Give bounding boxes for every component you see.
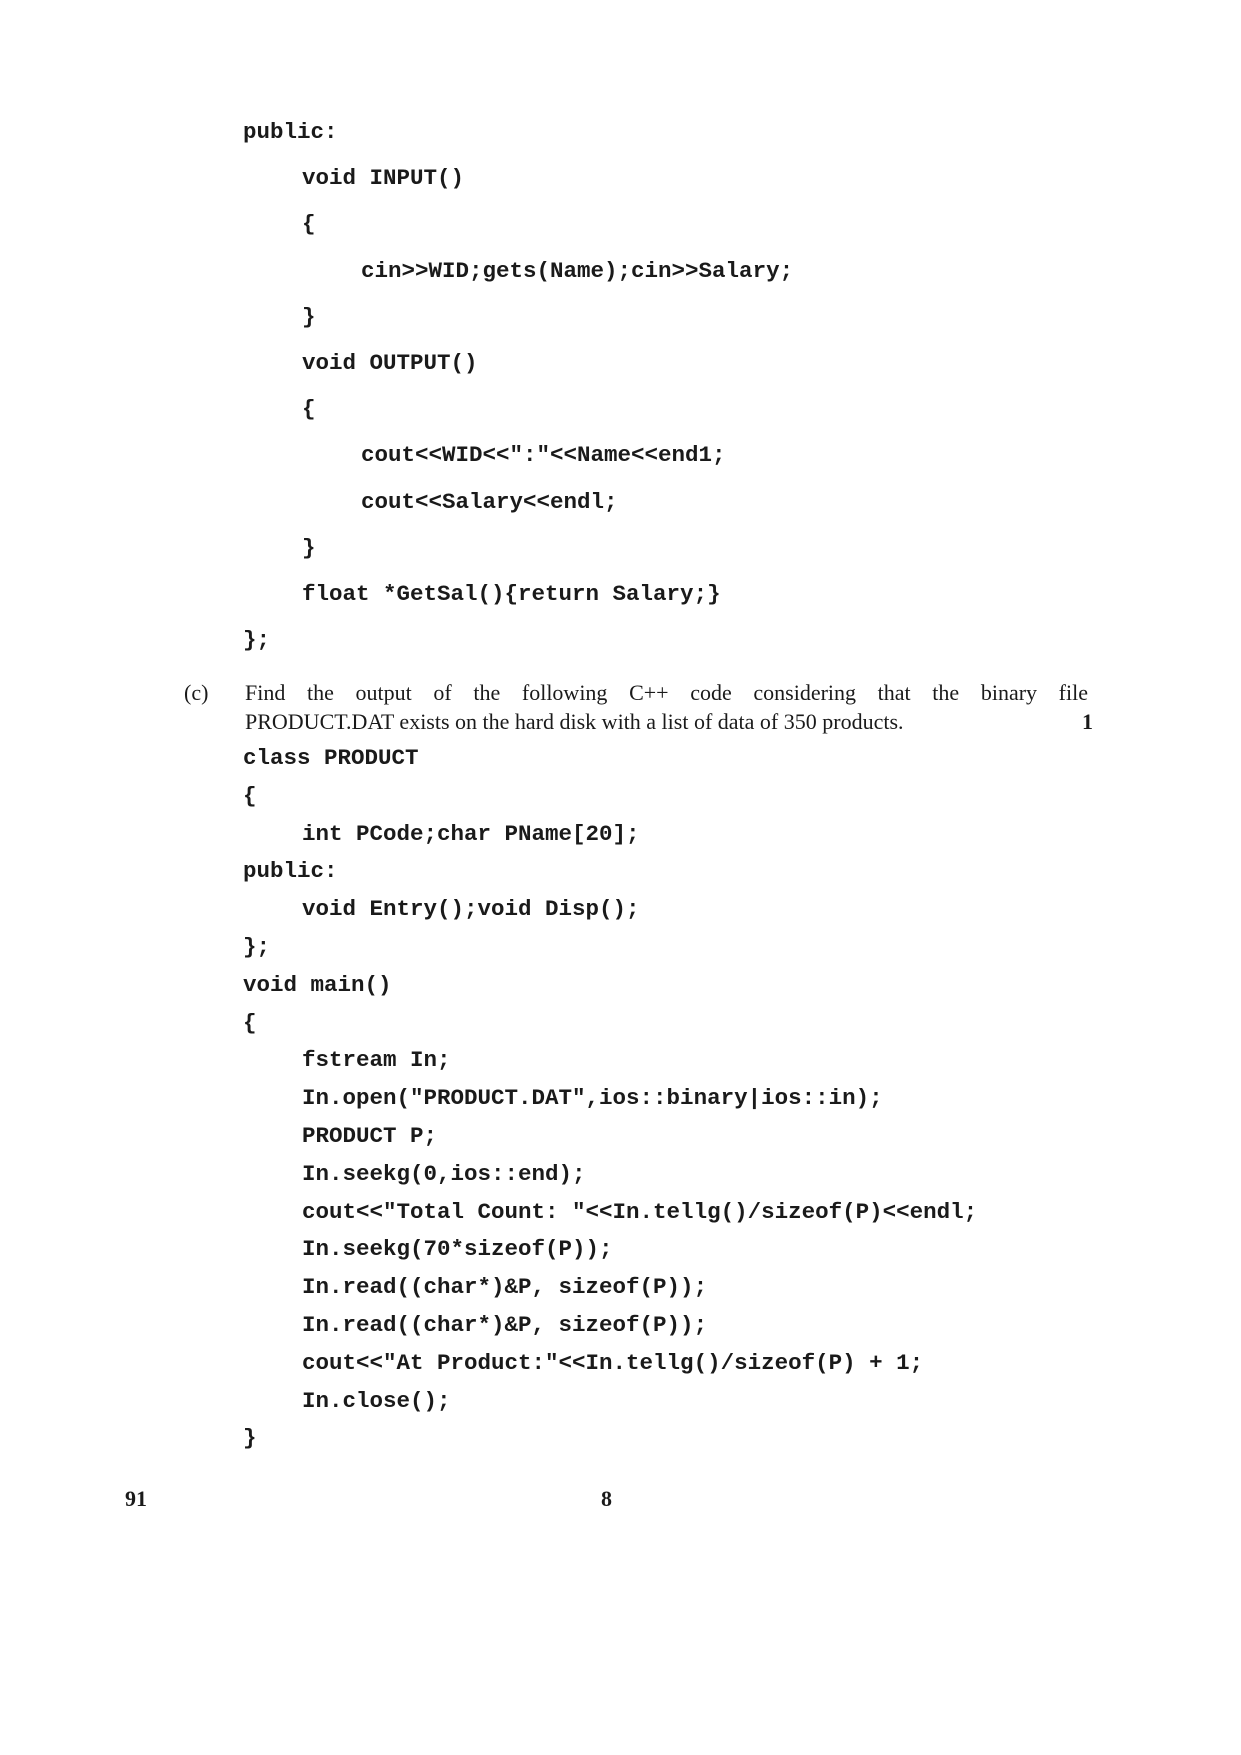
- code-line: class PRODUCT: [243, 745, 419, 771]
- code-line: float *GetSal(){return Salary;}: [302, 581, 721, 607]
- code-line: In.seekg(70*sizeof(P));: [302, 1236, 613, 1263]
- code-line: In.read((char*)&P, sizeof(P));: [302, 1312, 708, 1338]
- code-line: PRODUCT P;: [302, 1123, 438, 1149]
- paper-code: 91: [125, 1486, 147, 1511]
- code-line: In.seekg(0,ios::end);: [302, 1160, 586, 1187]
- code-line: }: [243, 1425, 257, 1452]
- code-line: fstream In;: [302, 1047, 451, 1074]
- code-line: In.close();: [302, 1387, 451, 1414]
- code-line: public:: [243, 119, 338, 145]
- code-line: cin>>WID;gets(Name);cin>>Salary;: [361, 257, 794, 284]
- code-line: }: [302, 303, 316, 330]
- code-line: cout<<"Total Count: "<<In.tellg()/sizeof(P)<<endl;: [302, 1198, 978, 1225]
- code-line: void Entry();void Disp();: [302, 896, 640, 923]
- code-line: cout<<Salary<<endl;: [361, 488, 618, 515]
- code-line: void main(): [243, 971, 392, 998]
- code-line: In.open("PRODUCT.DAT",ios::binary|ios::in);: [302, 1085, 883, 1112]
- code-line: void INPUT(): [302, 165, 465, 192]
- code-line: {: [243, 1009, 257, 1036]
- code-line: {: [302, 396, 316, 423]
- code-line: {: [302, 211, 316, 238]
- code-line: void OUTPUT(): [302, 350, 478, 376]
- code-line: cout<<"At Product:"<<In.tellg()/sizeof(P) + 1;: [302, 1349, 924, 1376]
- code-line: cout<<WID<<":"<<Name<<end1;: [361, 442, 726, 469]
- page-number: 8: [601, 1486, 612, 1511]
- code-line: };: [243, 934, 271, 960]
- question-label: (c): [184, 680, 209, 705]
- code-line: public:: [243, 858, 338, 885]
- code-line: };: [243, 627, 271, 654]
- code-line: {: [243, 782, 257, 809]
- question-line-1: Find the output of the following C++ code considering that the binary file: [245, 680, 1088, 705]
- code-line: }: [302, 534, 316, 561]
- marks: 1: [1082, 709, 1093, 734]
- question-text: [245, 678, 1088, 736]
- code-line: int PCode;char PName[20];: [302, 820, 640, 847]
- code-line: In.read((char*)&P, sizeof(P));: [302, 1274, 708, 1301]
- question-line-2: PRODUCT.DAT exists on the hard disk with a list of data of 350 products.: [245, 709, 904, 734]
